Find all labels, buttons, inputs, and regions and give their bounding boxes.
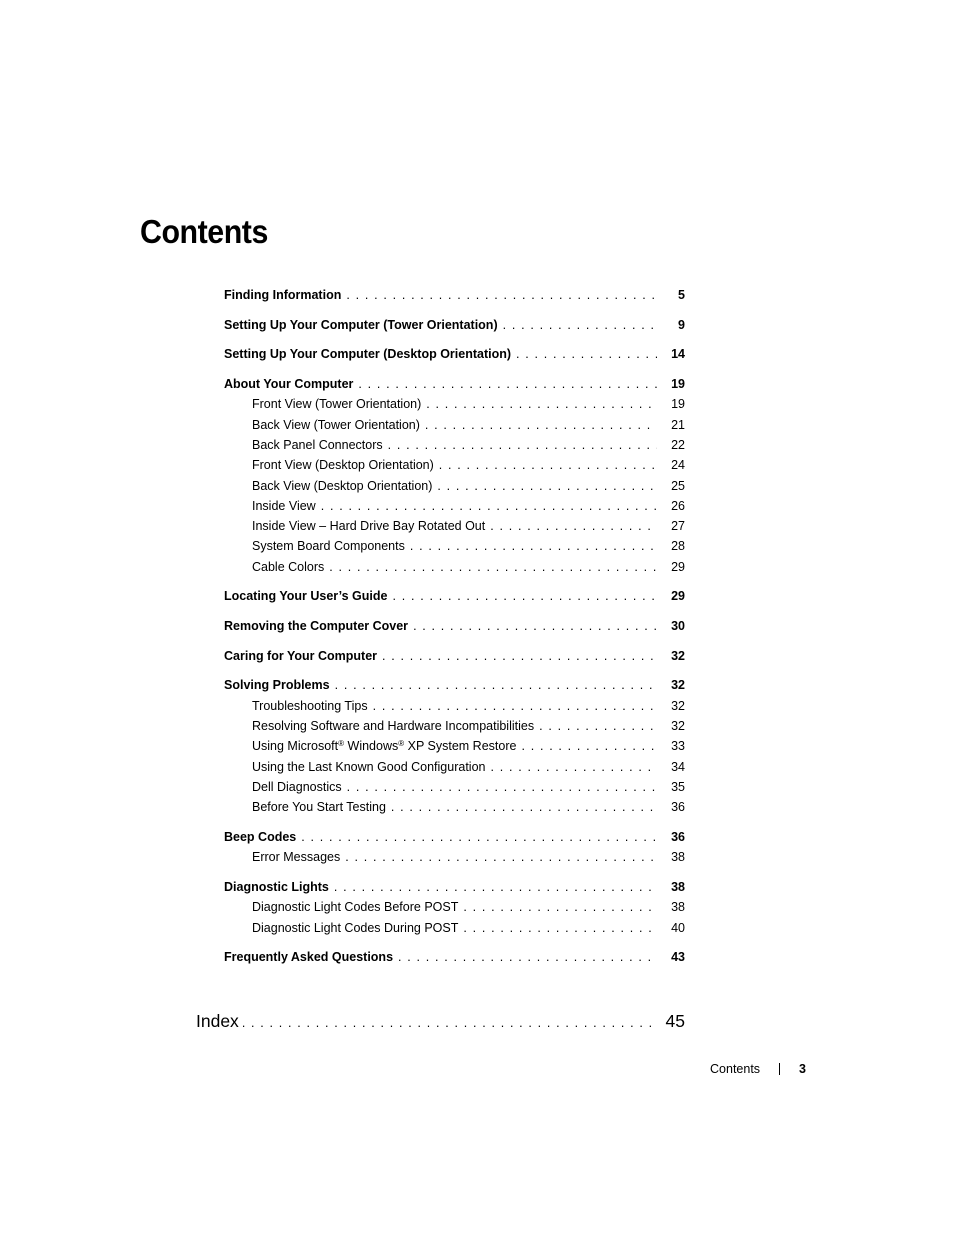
label-text: Setting Up Your Computer (Desktop Orientation): [224, 347, 512, 362]
dot-leader: [436, 455, 657, 475]
dot-leader: [298, 827, 657, 847]
toc-entry-label: [252, 757, 487, 777]
dot-leader: [239, 1010, 655, 1036]
toc-entry-page: 35: [671, 779, 685, 794]
toc-entry-label: [252, 797, 388, 817]
dot-leader: [460, 897, 657, 917]
toc-entry-page: 29: [671, 589, 685, 604]
toc-entry-label: [252, 476, 434, 496]
toc-entry-page: 32: [671, 678, 685, 693]
label-text: Back View (Desktop Orientation): [252, 478, 433, 493]
toc-entry-section[interactable]: [224, 455, 685, 475]
toc-entry-label: [252, 557, 326, 577]
toc-entry-section[interactable]: [224, 847, 685, 867]
dot-leader: [331, 877, 657, 897]
toc-entry-page: 29: [671, 559, 685, 574]
toc-entry-page: 38: [671, 900, 685, 915]
toc-entry-chapter[interactable]: [224, 374, 685, 394]
toc-entry-page: 27: [671, 519, 685, 534]
label-text: About Your Computer: [224, 377, 354, 392]
dot-leader: [395, 947, 657, 967]
toc-entry-label: [252, 435, 385, 455]
toc-entry-chapter[interactable]: [224, 285, 685, 305]
dot-leader: [518, 736, 657, 756]
toc-entry-label: [224, 344, 513, 364]
label-text: XP System Restore: [404, 739, 517, 754]
dot-leader: [423, 394, 657, 414]
dot-leader: [407, 536, 657, 556]
toc-entry-page: 9: [678, 317, 685, 332]
label-text: Error Messages: [252, 850, 341, 865]
label-text: Diagnostic Light Codes During POST: [252, 920, 459, 935]
toc-entry-chapter[interactable]: [224, 616, 685, 636]
toc-entry-page: 24: [671, 458, 685, 473]
toc-entry-label: [224, 285, 343, 305]
label-text: Diagnostic Light Codes Before POST: [252, 900, 459, 915]
dot-leader: [385, 435, 657, 455]
toc-entry-label: [252, 696, 370, 716]
toc-entry-index[interactable]: [196, 1008, 685, 1036]
toc-entry-label: [252, 455, 436, 475]
toc-entry-page: 32: [671, 719, 685, 734]
label-text: Dell Diagnostics: [252, 779, 342, 794]
toc-entry-section[interactable]: [224, 536, 685, 556]
toc-entry-label: [224, 586, 389, 606]
toc-entry-page: 36: [671, 829, 685, 844]
toc-entry-section[interactable]: [224, 757, 685, 777]
label-text: Before You Start Testing: [252, 800, 386, 815]
label-text: Inside View – Hard Drive Bay Rotated Out: [252, 519, 486, 534]
dot-leader: [318, 496, 657, 516]
toc-entry-section[interactable]: [224, 716, 685, 736]
toc-entry-label: [252, 777, 344, 797]
toc-entry-label: [252, 415, 422, 435]
label-text: Back View (Tower Orientation): [252, 417, 420, 432]
toc-entry-section[interactable]: [224, 797, 685, 817]
page-title: Contents: [140, 213, 268, 250]
toc-entry-section[interactable]: [224, 394, 685, 414]
label-text: Front View (Tower Orientation): [252, 397, 422, 412]
dot-leader: [500, 315, 657, 335]
toc-entry-page: 22: [671, 437, 685, 452]
toc-entry-section[interactable]: [224, 777, 685, 797]
toc-entry-label: [224, 646, 379, 666]
dot-leader: [410, 616, 657, 636]
toc-entry-label: [224, 877, 331, 897]
label-text: Setting Up Your Computer (Tower Orientation): [224, 317, 498, 332]
toc-entry-section[interactable]: [224, 918, 685, 938]
toc-entry-label: [252, 516, 487, 536]
dot-leader: [460, 918, 657, 938]
toc-entry-page: 28: [671, 539, 685, 554]
label-text: Troubleshooting Tips: [252, 698, 368, 713]
toc-entry-chapter[interactable]: [224, 315, 685, 335]
dot-leader: [332, 675, 657, 695]
toc-entry-page: 34: [671, 759, 685, 774]
toc-entry-label: [224, 947, 395, 967]
dot-leader: [487, 516, 657, 536]
toc-entry-label: [252, 847, 342, 867]
dot-leader: [389, 586, 657, 606]
dot-leader: [355, 374, 657, 394]
toc-entry-page: 32: [671, 648, 685, 663]
footer-page-number: 3: [799, 1062, 806, 1076]
toc-entry-chapter[interactable]: [224, 586, 685, 606]
toc-entry-chapter[interactable]: [224, 344, 685, 364]
toc-entry-page: 43: [671, 950, 685, 965]
label-text: Finding Information: [224, 288, 342, 302]
dot-leader: [342, 847, 657, 867]
toc-entry-page: 36: [671, 800, 685, 815]
toc-entry-chapter[interactable]: [224, 877, 685, 897]
label-text: Using Microsoft: [252, 739, 339, 754]
toc-entry-page: 40: [671, 920, 685, 935]
toc-entry-section[interactable]: [224, 476, 685, 496]
toc-entry-label: [252, 716, 536, 736]
toc-entry-page: 14: [671, 347, 685, 362]
toc-entry-label: [252, 736, 518, 756]
label-text: Beep Codes: [224, 829, 297, 844]
registered-mark: ®: [398, 739, 405, 749]
label-text: Inside View: [252, 498, 316, 513]
toc-entry-chapter[interactable]: [224, 646, 685, 666]
dot-leader: [487, 757, 657, 777]
toc-entry-label: [224, 616, 410, 636]
toc-entry-page: 33: [671, 739, 685, 754]
toc-entry-label: [252, 918, 460, 938]
page-footer: [710, 1062, 806, 1076]
toc-entry-page: 5: [678, 288, 685, 302]
toc-entry-section[interactable]: [224, 557, 685, 577]
dot-leader: [388, 797, 657, 817]
dot-leader: [434, 476, 657, 496]
toc-entry-page: 26: [671, 498, 685, 513]
dot-leader: [370, 696, 657, 716]
dot-leader: [344, 777, 657, 797]
toc-entry-page: 38: [671, 879, 685, 894]
toc-entry-label: [224, 374, 355, 394]
dot-leader: [422, 415, 657, 435]
toc-entry-section[interactable]: [224, 415, 685, 435]
toc-entry-page: 45: [665, 1011, 685, 1031]
registered-mark: ®: [338, 739, 345, 749]
toc-entry-section[interactable]: [224, 696, 685, 716]
toc-entry-label: [224, 675, 332, 695]
label-text: Using the Last Known Good Configuration: [252, 759, 486, 774]
label-text: Locating Your User’s Guide: [224, 589, 388, 604]
toc-entry-label: [224, 315, 500, 335]
toc-entry-section[interactable]: [224, 516, 685, 536]
label-text: Cable Colors: [252, 559, 325, 574]
toc-entry-page: 32: [671, 698, 685, 713]
label-text: Caring for Your Computer: [224, 648, 378, 663]
label-text: Windows: [344, 739, 399, 754]
toc-entry-page: 19: [671, 397, 685, 412]
dot-leader: [343, 285, 657, 305]
toc-entry-page: 30: [671, 619, 685, 634]
footer-section-name: Contents: [710, 1062, 761, 1076]
dot-leader: [379, 646, 657, 666]
label-text: Frequently Asked Questions: [224, 950, 394, 965]
label-text: Solving Problems: [224, 678, 330, 693]
toc-entry-label: Index: [196, 1011, 239, 1031]
toc-entry-page: 19: [671, 377, 685, 392]
dot-leader: [326, 557, 657, 577]
table-of-contents: [224, 285, 685, 968]
toc-entry-page: 38: [671, 850, 685, 865]
label-text: Diagnostic Lights: [224, 879, 329, 894]
toc-entry-section[interactable]: [224, 435, 685, 455]
label-text: System Board Components: [252, 539, 405, 554]
label-text: Front View (Desktop Orientation): [252, 458, 434, 473]
toc-entry-label: [252, 536, 407, 556]
toc-entry-page: 21: [671, 417, 685, 432]
toc-entry-section[interactable]: [224, 736, 685, 756]
toc-entry-label: [224, 827, 298, 847]
toc-entry-label: [252, 897, 460, 917]
toc-entry-chapter[interactable]: [224, 947, 685, 967]
toc-entry-page: 25: [671, 478, 685, 493]
toc-entry-section[interactable]: [224, 897, 685, 917]
dot-leader: [513, 344, 657, 364]
toc-entry-label: [252, 394, 423, 414]
label-text: Removing the Computer Cover: [224, 619, 409, 634]
toc-entry-label: [252, 496, 318, 516]
toc-entry-section[interactable]: [224, 496, 685, 516]
footer-divider: [779, 1063, 780, 1075]
label-text: Resolving Software and Hardware Incompatibilities: [252, 719, 535, 734]
label-text: Back Panel Connectors: [252, 437, 383, 452]
toc-entry-chapter[interactable]: [224, 675, 685, 695]
dot-leader: [536, 716, 657, 736]
toc-entry-chapter[interactable]: [224, 827, 685, 847]
